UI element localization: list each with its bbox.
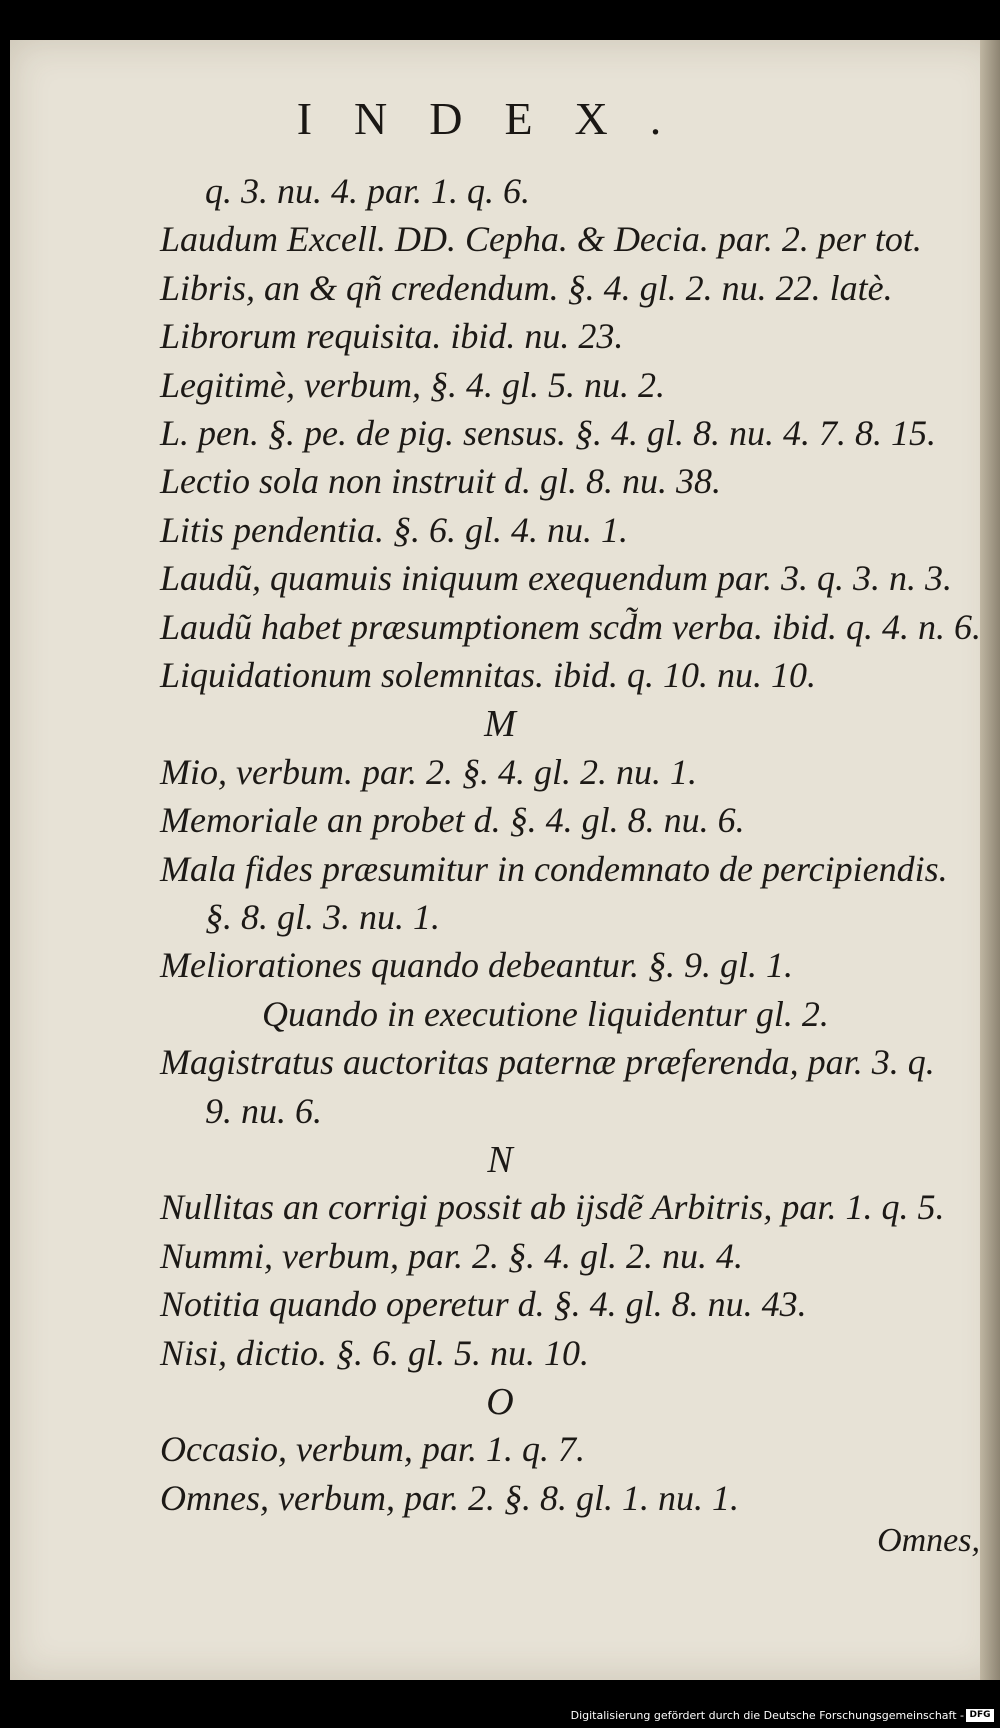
index-entry: Nisi, dictio. §. 6. gl. 5. nu. 10. <box>160 1332 590 1373</box>
dfg-logo: DFG <box>966 1709 994 1722</box>
index-entry: Libris, an & qñ credendum. §. 4. gl. 2. nu. 22. latè. <box>160 267 893 308</box>
section-letter-n: N <box>487 1139 513 1181</box>
index-entry: Quando in executione liquidentur gl. 2. <box>262 993 829 1034</box>
index-entry: Lectio sola non instruit d. gl. 8. nu. 38. <box>160 461 722 502</box>
index-entry: Librorum requisita. ibid. nu. 23. <box>160 316 624 357</box>
index-entry: Litis pendentia. §. 6. gl. 4. nu. 1. <box>160 509 628 550</box>
index-entry: Nummi, verbum, par. 2. §. 4. gl. 2. nu. 4. <box>160 1235 743 1276</box>
index-entry: Laudum Excell. DD. Cepha. & Decia. par. 2. per tot. <box>160 219 922 260</box>
section-letter-o: O <box>486 1381 514 1423</box>
index-entry: Meliorationes quando debeantur. §. 9. gl. 1. <box>160 945 793 986</box>
digitization-credit: Digitalisierung gefördert durch die Deutsche Forschungsgemeinschaft - <box>570 1709 964 1722</box>
index-entry: Mio, verbum. par. 2. §. 4. gl. 2. nu. 1. <box>160 751 697 792</box>
index-entry: Nullitas an corrigi possit ab ijsdẽ Arbitris, par. 1. q. 5. <box>160 1187 945 1228</box>
page-header-index: INDEX. <box>296 93 704 144</box>
page-edge <box>980 40 1000 1680</box>
index-entry: L. pen. §. pe. de pig. sensus. §. 4. gl. 8. nu. 4. 7. 8. 15. <box>160 413 936 453</box>
section-letter-m: M <box>484 703 516 746</box>
footer-bar <box>0 1688 1000 1728</box>
index-entry: Magistratus auctoritas paternæ præferenda, par. 3. q. <box>160 1042 935 1083</box>
index-entry: Omnes, verbum, par. 2. §. 8. gl. 1. nu. 1. <box>160 1477 739 1518</box>
index-entry: 9. nu. 6. <box>205 1090 322 1131</box>
index-entry: q. 3. nu. 4. par. 1. q. 6. <box>205 171 531 211</box>
index-entry: Occasio, verbum, par. 1. q. 7. <box>160 1429 585 1470</box>
index-entry: Mala fides præsumitur in condemnato de percipiendis. <box>160 848 948 889</box>
index-entry: Legitimè, verbum, §. 4. gl. 5. nu. 2. <box>160 364 665 405</box>
index-entry: §. 8. gl. 3. nu. 1. <box>205 897 441 937</box>
index-entry: Liquidationum solemnitas. ibid. q. 10. nu. 10. <box>160 655 817 695</box>
index-entry: Laudũ habet præsumptionem scd̃m verba. ibid. q. 4. n. 6. <box>160 606 981 647</box>
catchword: Omnes, <box>877 1522 980 1559</box>
index-entry: Laudũ, quamuis iniquum exequendum par. 3. q. 3. n. 3. <box>160 558 952 599</box>
index-entry: Notitia quando operetur d. §. 4. gl. 8. nu. 43. <box>160 1284 807 1325</box>
index-entry: Memoriale an probet d. §. 4. gl. 8. nu. 6. <box>160 800 745 841</box>
